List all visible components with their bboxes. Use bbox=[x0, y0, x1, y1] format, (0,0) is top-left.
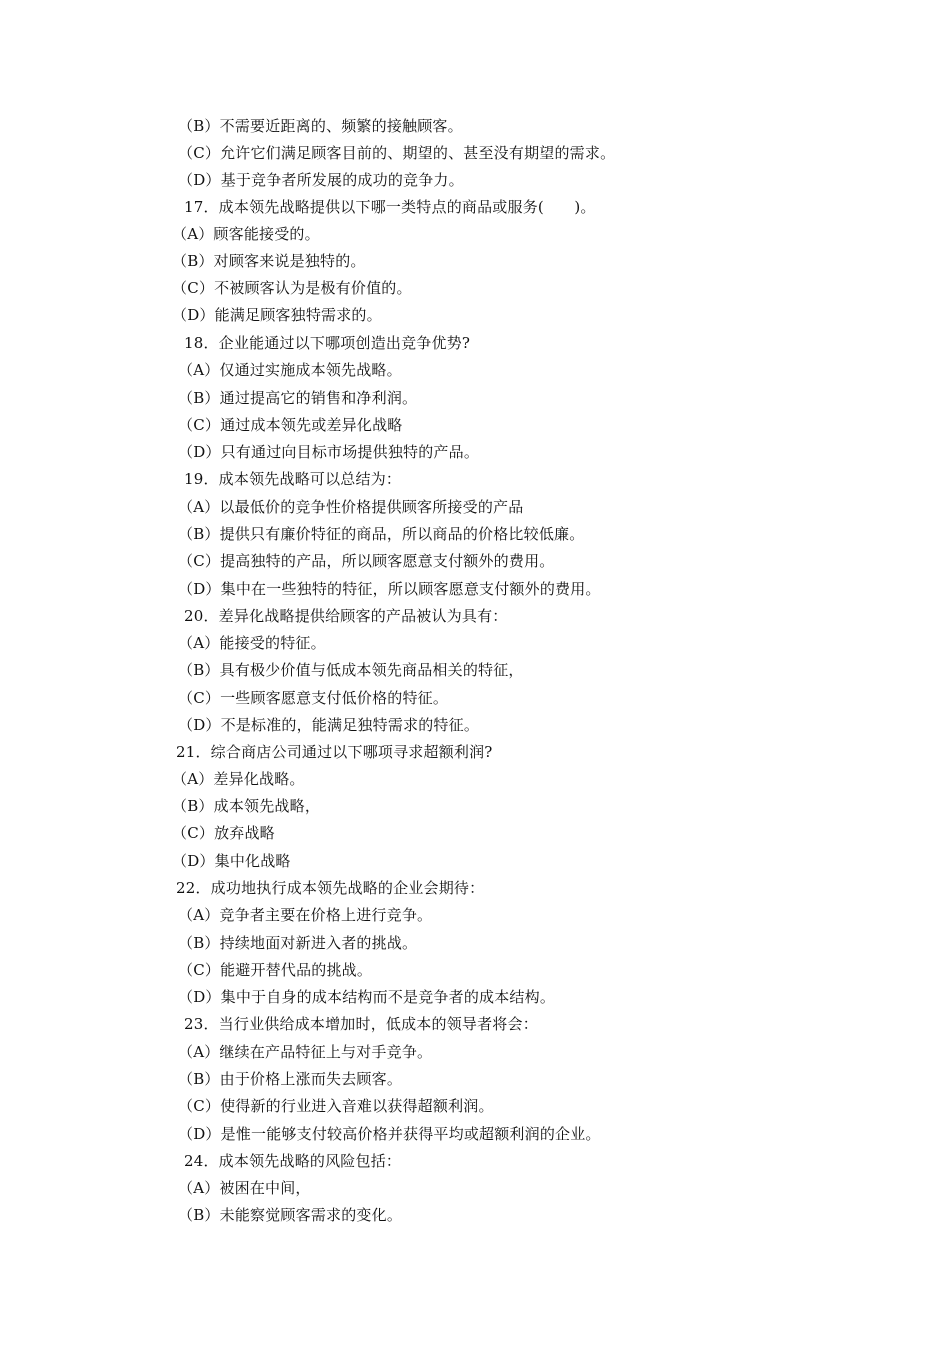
option-22-d: （D）集中于自身的成本结构而不是竞争者的成本结构。 bbox=[178, 988, 556, 1006]
option-20-d: （D）不是标准的，能满足独特需求的特征。 bbox=[178, 716, 480, 734]
option-19-c: （C）提高独特的产品，所以顾客愿意支付额外的费用。 bbox=[178, 552, 555, 570]
option-18-d: （D）只有通过向目标市场提供独特的产品。 bbox=[178, 443, 480, 461]
question-18: 18．企业能通过以下哪项创造出竞争优势? bbox=[184, 334, 471, 352]
option-16-b: （B）不需要近距离的、频繁的接触顾客。 bbox=[178, 117, 463, 135]
question-24: 24．成本领先战略的风险包括： bbox=[184, 1152, 402, 1170]
option-16-c: （C）允许它们满足顾客目前的、期望的、甚至没有期望的需求。 bbox=[178, 144, 616, 162]
option-21-c: （C）放弃战略 bbox=[172, 824, 275, 842]
option-20-a: （A）能接受的特征。 bbox=[178, 634, 326, 652]
option-23-c: （C）使得新的行业进入音难以获得超额利润。 bbox=[178, 1097, 494, 1115]
option-21-d: （D）集中化战略 bbox=[172, 852, 291, 870]
option-19-d: （D）集中在一些独特的特征，所以顾客愿意支付额外的费用。 bbox=[178, 580, 601, 598]
question-19: 19．成本领先战略可以总结为： bbox=[184, 470, 402, 488]
question-21: 21．综合商店公司通过以下哪项寻求超额利润? bbox=[176, 743, 493, 761]
option-20-b: （B）具有极少价值与低成本领先商品相关的特征， bbox=[178, 661, 524, 679]
option-23-a: （A）继续在产品特征上与对手竞争。 bbox=[178, 1043, 433, 1061]
option-22-b: （B）持续地面对新进入者的挑战。 bbox=[178, 934, 418, 952]
question-17: 17．成本领先战略提供以下哪一类特点的商品或服务( )。 bbox=[184, 198, 596, 216]
question-23: 23．当行业供给成本增加时，低成本的领导者将会： bbox=[184, 1015, 538, 1033]
option-17-a: （A）顾客能接受的。 bbox=[172, 225, 320, 243]
option-21-a: （A）差异化战略。 bbox=[172, 770, 305, 788]
option-24-b: （B）未能察觉顾客需求的变化。 bbox=[178, 1206, 403, 1224]
option-22-a: （A）竞争者主要在价格上进行竞争。 bbox=[178, 906, 433, 924]
option-19-a: （A）以最低价的竞争性价格提供顾客所接受的产品 bbox=[178, 498, 524, 516]
option-21-b: （B）成本领先战略， bbox=[172, 797, 321, 815]
option-16-d: （D）基于竞争者所发展的成功的竞争力。 bbox=[178, 171, 464, 189]
option-23-d: （D）是惟一能够支付较高价格并获得平均或超额利润的企业。 bbox=[178, 1125, 601, 1143]
option-24-a: （A）被困在中间， bbox=[178, 1179, 311, 1197]
question-22: 22．成功地执行成本领先战略的企业会期待： bbox=[176, 879, 485, 897]
option-18-c: （C）通过成本领先或差异化战略 bbox=[178, 416, 403, 434]
option-20-c: （C）一些顾客愿意支付低价格的特征。 bbox=[178, 689, 449, 707]
option-17-b: （B）对顾客来说是独特的。 bbox=[172, 252, 366, 270]
option-22-c: （C）能避开替代品的挑战。 bbox=[178, 961, 373, 979]
option-19-b: （B）提供只有廉价特征的商品，所以商品的价格比较低廉。 bbox=[178, 525, 585, 543]
option-17-c: （C）不被顾客认为是极有价值的。 bbox=[172, 279, 412, 297]
question-20: 20．差异化战略提供给顾客的产品被认为具有： bbox=[184, 607, 508, 625]
option-18-a: （A）仅通过实施成本领先战略。 bbox=[178, 361, 402, 379]
option-18-b: （B）通过提高它的销售和净利润。 bbox=[178, 389, 418, 407]
option-17-d: （D）能满足顾客独特需求的。 bbox=[172, 306, 382, 324]
option-23-b: （B）由于价格上涨而失去顾客。 bbox=[178, 1070, 403, 1088]
